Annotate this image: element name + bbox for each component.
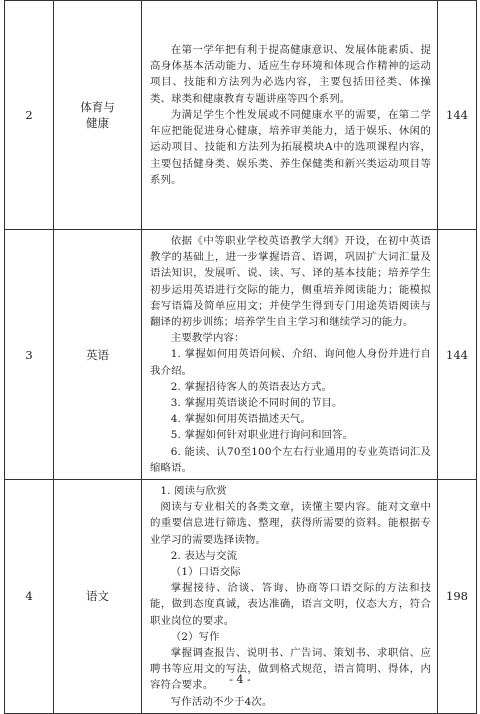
course-content	[142, 230, 438, 480]
course-content	[142, 1, 438, 230]
content-paragraph: 掌握接待、洽谈、答询、协商等口语交际的方法和技能，做到态度真诚，表达准确，语言文明，仪态大方，符合职业岗位的要求。	[150, 582, 431, 627]
course-number: 2	[5, 1, 54, 230]
content-paragraph: 6. 能读、认70至100个左右行业通用的专业英语词汇及缩略语。	[150, 445, 431, 474]
course-number: 3	[5, 230, 54, 480]
content-paragraph: 1. 阅读与欣赏	[160, 485, 227, 498]
content-paragraph: 2. 表达与交流	[170, 549, 238, 562]
curriculum-table	[4, 0, 477, 714]
content-paragraph: 掌握调查报告、说明书、广告词、策划书、求职信、应聘书等应用文的写法，做到格式规范，语言简明、得体，内容符合要求。	[150, 647, 431, 692]
course-hours: 144	[438, 230, 477, 480]
page-number: - 4 -	[229, 673, 251, 686]
content-paragraph: 1. 掌握如何用英语问候、介绍、询问他人身份并进行自我介绍。	[150, 348, 431, 377]
course-name: 语文	[54, 480, 142, 714]
content-paragraph: 为满足学生个性发展或不同健康水平的需要，在第二学年应把能促进身心健康，培养审美能力，适于娱乐、休闲的运动项目、技能和方法列为拓展模块A中的选项课程内容，主要包括健身类、娱乐类、养生保健类和新兴类运动项目等系列。	[150, 108, 431, 186]
course-name: 体育与健康	[54, 1, 142, 230]
content-paragraph: 5. 掌握如何针对职业进行询问和回答。	[170, 429, 354, 442]
content-paragraph: 阅读与专业相关的各类文章，读懂主要内容。能对文章中的重要信息进行筛选、整理，获得所需要的资料。能根据专业学习的需要选择读物。	[150, 501, 431, 546]
content-paragraph: 写作活动不少于4次。	[170, 695, 273, 708]
content-paragraph: 在第一学年把有利于提高健康意识、发展体能素质、提高身体基本活动能力、适应生存环境和体现合作精神的运动项目、技能和方法列为必选内容，主要包括田径类、体操类、球类和健康教育专题讲座等四个系列。	[150, 44, 431, 105]
course-hours: 144	[438, 1, 477, 230]
course-hours: 198	[438, 480, 477, 714]
table-row	[5, 230, 477, 480]
content-paragraph: 主要教学内容：	[170, 332, 245, 345]
course-name: 英语	[54, 230, 142, 480]
content-paragraph: （2）写作	[170, 630, 220, 643]
content-paragraph: 2. 掌握招待客人的英语表达方式。	[170, 380, 333, 393]
content-paragraph: （1）口语交际	[170, 566, 241, 579]
course-number: 4	[5, 480, 54, 714]
table-row	[5, 1, 477, 230]
content-paragraph: 依据《中等职业学校英语教学大纲》开设，在初中英语教学的基础上，进一步掌握语音、语调，巩固扩大词汇量及语法知识，发展听、说、读、写、译的基本技能；培养学生初步运用英语进行交际的能力，侧重培养阅读能力；能模拟套写语篇及简单应用文；并使学生得到专门用途英语阅读与翻译的初步训练；培养学生自主学习和继续学习的能力。	[150, 235, 431, 329]
content-paragraph: 4. 掌握如何用英语描述天气。	[170, 413, 311, 426]
content-paragraph: 3. 掌握用英语谈论不同时间的节目。	[170, 397, 343, 410]
